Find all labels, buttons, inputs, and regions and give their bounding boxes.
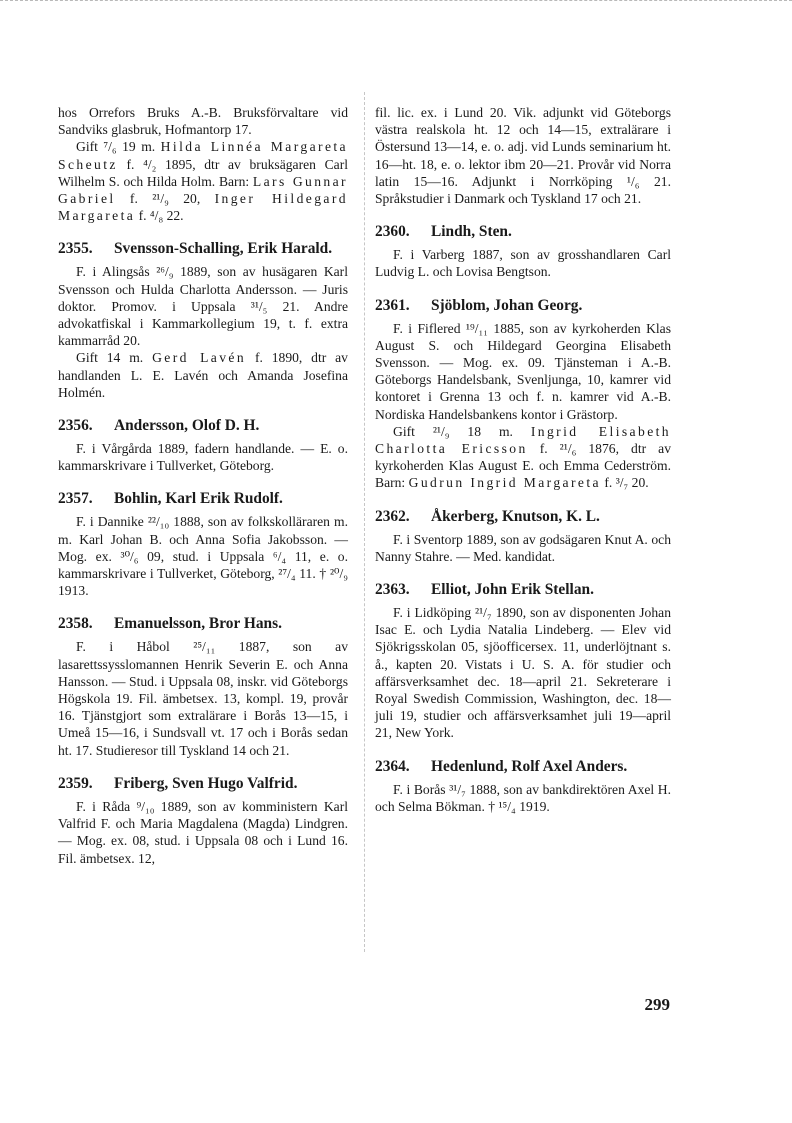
entry-heading: 2361. Sjöblom, Johan Georg.	[375, 296, 583, 314]
entry-heading: 2357. Bohlin, Karl Erik Rudolf.	[58, 490, 283, 508]
right-column	[375, 104, 671, 815]
marriage-text: Gift ⁷/₆ 19 m. Hilda Linnéa Margareta Scheutz f. ⁴/₂ 1895, dtr av bruksägaren Carl Wilhelm S. och Hilda Holm. Barn: Lars Gunnar Gabriel f. ²¹/₉ 20, Inger Hildegard Margareta f. ⁴/₈ 22.	[58, 139, 348, 224]
entry-text: F. i Råda ⁹/₁₀ 1889, son av komministern Karl Valfrid F. och Maria Magdalena (Magda) Lindgren. — Mog. ex. 08, stud. i Uppsala 08 och i Lund 16. Fil. ämbetsex. 12,	[58, 798, 348, 866]
entry-heading: 2359. Friberg, Sven Hugo Valfrid.	[58, 774, 298, 792]
entry-text: hos Orrefors Bruks A.-B. Bruksförvaltare vid Sandviks glasbruk, Hofmantorp 17.	[58, 105, 348, 138]
entry-heading: 2362. Åkerberg, Knutson, K. L.	[375, 507, 600, 525]
entry-text: F. i Håbol ²⁵/₁₁ 1887, son av lasarettssysslomannen Henrik Severin E. och Anna Hansson. — Stud. i Uppsala 08, inskr. vid Göteborgs Högskola 19. Fil. ämbetsex. 13, kompl. 19, provår 16. Tjänstgjort som extralärare i Borås 13—15, i Umeå 15—16, i Sundsvall vt. 17 och i Borås sedan ht. 17. Studieresor till Tyskland 14 och 21.	[58, 639, 348, 758]
entry-heading: 2360. Lindh, Sten.	[375, 223, 512, 241]
entry-text: F. i Varberg 1887, son av grosshandlaren Carl Ludvig L. och Lovisa Bengtson.	[375, 247, 671, 280]
entry-text: F. i Borås ³¹/₇ 1888, son av bankdirektören Axel H. och Selma Bökman. † ¹⁵/₄ 1919.	[375, 781, 671, 814]
entry-2363	[375, 580, 671, 742]
entry-continuation	[375, 104, 671, 207]
marriage-text: Gift 14 m. Gerd Lavén f. 1890, dtr av handlanden L. E. Lavén och Amanda Josefina Holmén.	[58, 350, 348, 400]
marriage-text: Gift ²¹/₉ 18 m. Ingrid Elisabeth Charlotta Ericsson f. ²¹/₆ 1876, dtr av kyrkoherden Klas August E. och Emma Cederström. Barn: Gudrun Ingrid Margareta f. ³/₇ 20.	[375, 423, 671, 491]
entry-2362	[375, 507, 671, 565]
entry-2360	[375, 222, 671, 280]
entry-heading: 2355. Svensson-Schalling, Erik Harald.	[58, 240, 333, 258]
entry-2359	[58, 774, 348, 867]
page-top-rule	[0, 0, 792, 1]
left-column	[58, 104, 348, 867]
entry-text: F. i Dannike ²²/₁₀ 1888, son av folkskolläraren m. m. Karl Johan B. och Anna Sofia Jakobsson. — Mog. ex. ³⁰/₆ 09, stud. i Uppsala ⁶/₄ 11, e. o. kammarskrivare i Tullverket, Göteborg, ²⁷/₄ 11. † ²⁰/₉ 1913.	[58, 514, 348, 599]
entry-2355	[58, 239, 348, 401]
entry-2364	[375, 757, 671, 815]
entry-text: F. i Sventorp 1889, son av godsägaren Knut A. och Nanny Stahre. — Med. kandidat.	[375, 531, 671, 564]
entry-text: F. i Fiflered ¹⁹/₁₁ 1885, son av kyrkoherden Klas August S. och Hildegard Georgina Elisabeth Svensson. — Mog. ex. 09. Tjänsteman i A.-B. Göteborgs Handelsbank, Svenljunga, 10, kamrer vid kontoret i Grenna 13 och f. n. kamrer vid A.-B. Nordiska Handelsbankens kontor i Grästorp.	[375, 320, 671, 422]
entry-2358	[58, 614, 348, 758]
entry-heading: 2356. Andersson, Olof D. H.	[58, 417, 260, 435]
entry-text: F. i Lidköping ²¹/₇ 1890, son av disponenten Johan Isac E. och Lydia Natalia Lindeberg. — Elev vid Sjökrigsskolan 05, sjöofficersex. 11, underlöjtnant s. å., kapten 20. Vistats i U. S. A. för studier och affärsverksamhet dec. 18—april 21. Sekreterare i Royal Swedish Commission, Washington, dec. 18—juli 19, studier och affärsverksamhet juli 19—april 21, New York.	[375, 605, 671, 741]
entry-text: fil. lic. ex. i Lund 20. Vik. adjunkt vid Göteborgs västra realskola ht. 12 och 14—15, extralärare i Östersund 13—14, e. o. adj. vid Lunds seminarium ht. 16—ht. 18, e. o. lektor ibm 20—21. Provår vid Norra latin 15—16. Adjunkt i Norrköping ¹/₆ 21. Språkstudier i Danmark och Tyskland 17 och 21.	[375, 105, 671, 207]
entry-text: F. i Alingsås ²⁶/₉ 1889, son av husägaren Karl Svensson och Hulda Charlotta Andersson. — Juris doktor. Promov. i Uppsala ³¹/₅ 21. Andre advokatfiskal i Kammarkollegium 19, t. f. extra kammarråd 20.	[58, 264, 348, 349]
entry-2361	[375, 296, 671, 492]
page-number: 299	[644, 995, 670, 1014]
entry-heading: 2358. Emanuelsson, Bror Hans.	[58, 615, 282, 633]
entry-2356	[58, 416, 348, 474]
entry-heading: 2363. Elliot, John Erik Stellan.	[375, 581, 594, 599]
entry-heading: 2364. Hedenlund, Rolf Axel Anders.	[375, 757, 628, 775]
column-divider	[364, 92, 365, 952]
entry-2357	[58, 489, 348, 599]
entry-continuation	[58, 104, 348, 224]
entry-text: F. i Vårgårda 1889, fadern handlande. — E. o. kammarskrivare i Tullverket, Göteborg.	[58, 441, 348, 474]
